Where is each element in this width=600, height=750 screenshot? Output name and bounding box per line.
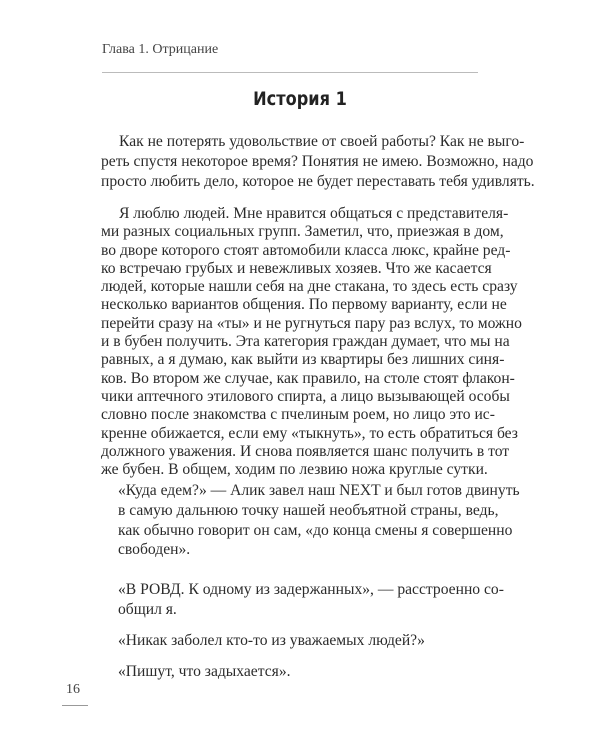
text-line: ко встречаю грубых и невежливых хозяев. Что же касается [101,259,492,277]
paragraph [101,205,522,479]
dialogue-paragraph [118,631,491,651]
text-line: несколько вариантов общения. По первому варианту, если не [101,296,507,314]
text-line: как обычно говорит он сам, «до конца смены я совершенно [118,521,513,539]
text-line: перейти сразу на «ты» и не ругнуться пару раз вслух, то можно [101,314,522,332]
dialogue-paragraph [118,481,520,560]
text-line: просто любить дело, которое не будет переставать тебя удивлять. [101,172,535,190]
text-line: Как не потерять удовольствие от своей работы? Как не выго- [119,133,525,150]
page-number: 16 [66,682,80,697]
text-line: кренне обижается, если ему «тыкнуть», то есть обратиться без [101,424,518,442]
paragraph [101,132,535,191]
text-line: реть спустя некоторое время? Понятия не имею. Возможно, надо [101,152,534,170]
dialogue-paragraph [118,662,491,682]
text-line: Я люблю людей. Мне нравится общаться с представителя- [119,205,509,222]
text-line: во дворе которого стоят автомобили класса люкс, крайне ред- [101,241,511,259]
text-line: людей, которые нашли себя на дне стакана, то здесь есть сразу [101,278,518,296]
text-line: должного уважения. И снова появляется шанс получить в тот [101,442,510,460]
text-line: ков. Во втором же случае, как правило, на столе стоят флакон- [101,369,515,387]
text-line: словно после знакомства с пчелиным роем, но лицо это ис- [101,406,495,424]
text-line: и в бубен получить. Эта категория граждан думает, что мы на [101,333,510,351]
chapter-title: История 1 [253,88,347,110]
page-number-rule [62,705,88,706]
text-line: общил я. [118,600,177,618]
text-line: «Куда едем?» — Алик завел наш NEXT и был готов двинуть [118,482,520,499]
text-line: равных, а я думаю, как выйти из квартиры без лишних синя- [101,351,505,369]
text-line: «Пишут, что задыхается». [118,663,291,680]
text-line: в самую дальнюю точку нашей необъятной страны, ведь, [118,501,499,519]
dialogue-paragraph [118,580,504,620]
text-line: «В РОВД. К одному из задержанных», — расстроенно со- [118,581,504,598]
header-divider [102,72,478,73]
text-line: ми разных социальных групп. Заметил, что, приезжая в дом, [101,223,504,241]
text-line: свободен». [118,541,191,559]
text-line: же бубен. В общем, ходим по лезвию ножа круглые сутки. [101,461,488,479]
running-header: Глава 1. Отрицание [102,42,219,57]
text-line: «Никак заболел кто-то из уважаемых людей?» [118,632,425,649]
text-line: чики аптечного этилового спирта, а лицо вызывающей особы [101,387,510,405]
